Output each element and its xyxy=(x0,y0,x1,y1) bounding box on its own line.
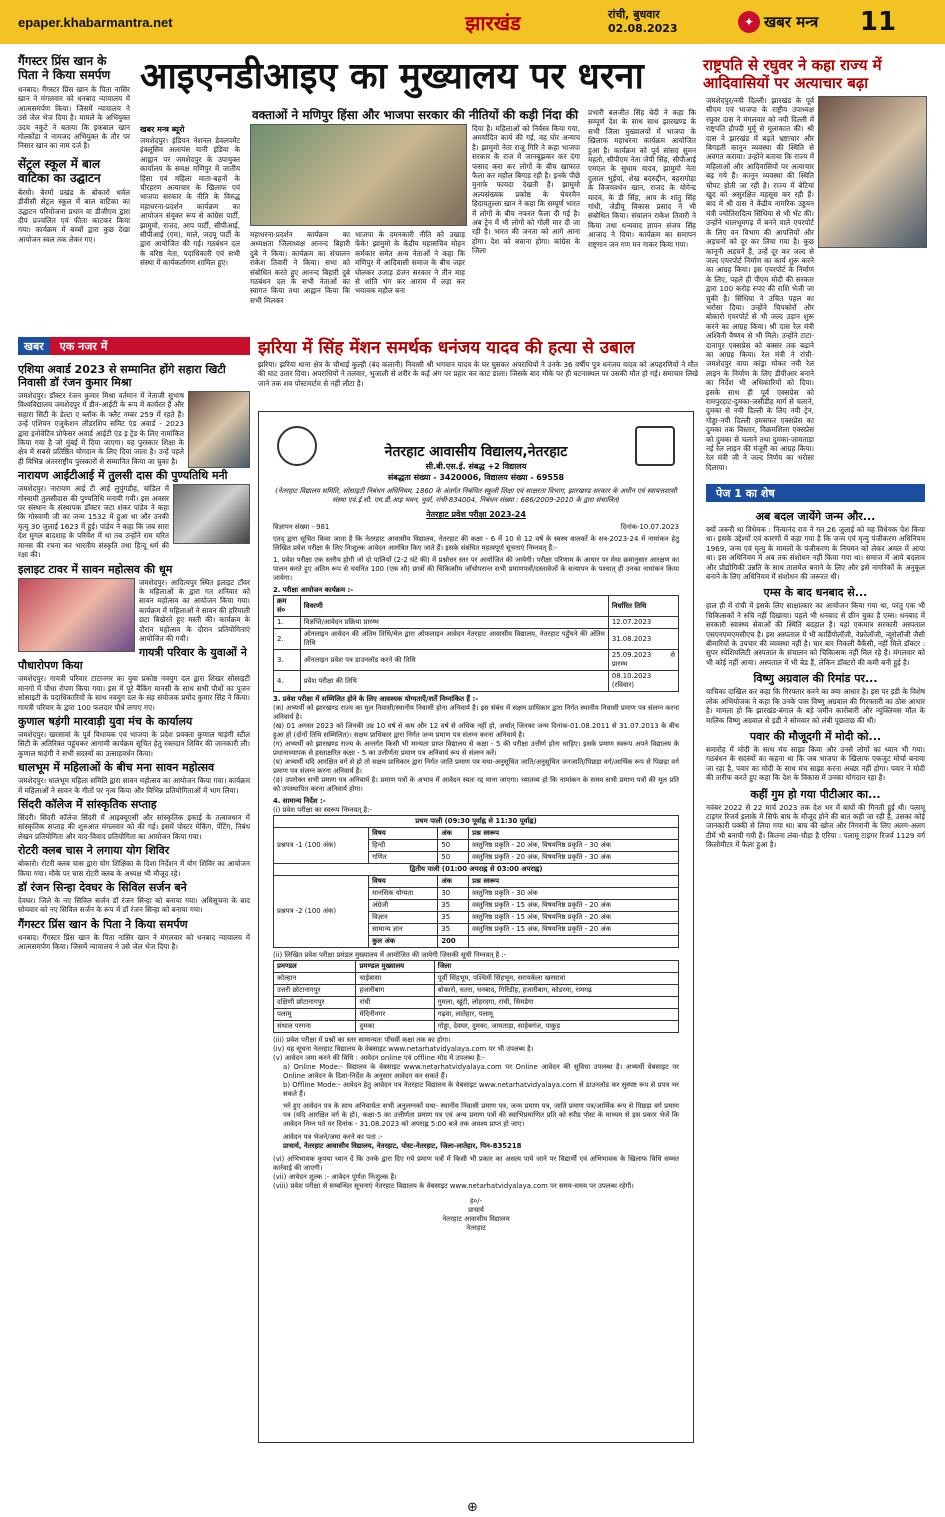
cell: 3. xyxy=(274,650,301,671)
article-column: महाधरना-प्रदर्शन कार्यक्रम का अध्यक्षता जिलाध्यक्ष आनन्द बिहारी दुबे ने किया। कार्यक्रम का संचालन राकेश तिवारी ने किया। सभा को संबोधित करते हुए आनन्द बिहारी दुबे गठबंधन दल के सभी नेताओं का स्वागत किया तथा आह्वान किया कि सभी मिलकर xyxy=(250,230,350,305)
continued-banner: पेज 1 का शेष xyxy=(706,484,925,502)
notice-para: (vi) अभिभावक कृपया ध्यान दें कि उनके द्वारा दिए गये प्रमाण पत्रों में किसी भी प्रकार का असत्य पाये जाने पर विद्यार्थी एवं अभिभावक के खिलाफ विधि सम्मत कार्रवाई की जाएगी। xyxy=(273,1155,679,1172)
notice-intro: (नेतरहाट विद्यालय समिति, सोसाइटी निबंधन अधिनियम, 1860 के अंतर्गत निबंधित स्कूली शिक्षा एवं साक्षरता विभाग, झारखण्ड सरकार के अधीन एवं स्वायत्तशासी संस्था एवं.ई.सी. एम.डी.आइ भवन, धुर्वा, रांची-834004, निबंधन संख्या : 686/2009-2010 के द्वारा संचालित) xyxy=(275,487,677,504)
brand-logo xyxy=(738,11,858,33)
table-header: प्रमण्डल xyxy=(274,961,356,973)
brief-headline: धालभूम में महिलाओं के बीच मना सावन महोत्सव xyxy=(18,761,215,775)
cell: उत्तरी छोटानागपुर xyxy=(274,985,356,997)
cell xyxy=(469,936,679,948)
table-header: अंक xyxy=(438,876,469,888)
continued-column xyxy=(706,505,925,850)
cell: 1. xyxy=(274,617,301,629)
notice-para: 2. परीक्षा आयोजन कार्यक्रम :- xyxy=(273,586,354,594)
brief-item xyxy=(18,881,250,915)
portrait-photo xyxy=(188,391,250,468)
main-subheadline: वक्ताओं ने मणिपुर हिंसा और भाजपा सरकार की नीतियों की कड़ी निंदा की xyxy=(252,108,579,122)
main-headline: आइएनडीआइए का मुख्यालय पर धरना xyxy=(140,56,644,97)
signature-place: नेतरहाट xyxy=(466,1224,486,1232)
table-row xyxy=(274,650,679,671)
brief-headline: रोटरी क्लब चास ने लगाया योग शिविर xyxy=(18,844,170,858)
logo-icon: ✦ xyxy=(738,11,760,33)
table-header: विवरणी xyxy=(300,596,608,617)
cell: कोल्हान xyxy=(274,973,356,985)
continued-text: याचिका दाखिल कर कहा कि गिरफ्तार करने का क्या आधार है। इस पर इडी के विशेष लोक अभियोजक ने कहा कि उनके पास विष्णु अग्रवाल की गिरफ्तारी का ठोस आधार है। मामला हो कि झारखंड-बंगाल के बड़े जमीन कारोबारी और न्यूक्लियस मॉल के मालिक विष्णु अग्रवाल से इडी ने सोमवार को लंबी पूछताछ की थी। xyxy=(706,687,925,725)
notice-para: (iii) प्रवेश परीक्षा में प्रश्नों का स्तर सामान्यतः पाँचवीं कक्षा तक का होगा। xyxy=(273,1036,451,1044)
dateline xyxy=(608,8,738,36)
brief-news-stack xyxy=(18,360,250,952)
exam-format-wrap xyxy=(259,815,693,948)
brief-text: धनबाद। गैंगस्टर प्रिंस खान के पिता नासिर खान ने मंगलवार को धनबाद न्यायालय में आत्मसमर्पण किया। जिसमें न्यायालय ने उसे जेल भेज दिया है। xyxy=(18,932,250,952)
exam-title: नेतरहाट प्रवेश परीक्षा 2023-24 xyxy=(426,510,526,519)
cell: विज्ञान xyxy=(369,912,438,924)
cell: 31.08.2023 xyxy=(608,629,678,650)
brief-text: सिंदरी। सिंदरी कॉलेज सिंदरी में आइक्यूएसी और सांस्कृतिक इकाई के तत्वावधान में सांस्कृतिक सप्ताह की शुरुआत मंगलवार को की गई। इसमें पोस्टर मेकिंग, पेंटिंग, निबंध लेखन प्रतियोगिता और वाद-विवाद प्रतियोगिता का आयोजन किया गया। xyxy=(18,813,250,841)
schedule-table-wrap xyxy=(259,595,693,692)
centers-table xyxy=(273,960,679,1033)
table-row xyxy=(274,671,679,692)
story-headline: सेंट्रल स्कूल में बाल वाटिका का उद्घाटन xyxy=(18,156,101,185)
continued-headline: पवार की मौजूदगी में मोदी को... xyxy=(749,729,882,743)
brief-text: जमशेदपुर। नारायण आई टी आई लुपुंगडीह, चांडिल में गोस्वामी तुलसीदास की पुण्यतिथि मनायी गयी। इस अवसर पर संस्थान के संस्थापक डॉक्टर जटा शंकर पांडेय ने कहा कि गोस्वामी जी का जन्म 1532 में हुआ था और उनकी मृत्यु 30 जुलाई 1623 में हुई। पांडेय ने कहा कि जब सारा देश मुगल बादशाह के परिवेश में था तब उन्होंने राम चरित मानस की रचना कर भारतीय संस्कृति तथा हिन्दू धर्म की रक्षा की। xyxy=(18,484,169,560)
table-row xyxy=(274,1021,679,1033)
brief-text: जमशेदपुर। गायत्री परिवार टाटानगर का युवा प्रकोष्ठ नवयुग दल द्वारा शिखर सोसाइटी मानगो में पौधा रोपण किया गया। इस में पूरे बैंकिंग मानसी के साथ सभी पौधों का पूजन सोसाइटी के पदाधिकारियों के साथ नवयुग दल के सह संयोजक प्रमोद कुमार सिंह ने किया। गायत्री परिवार के द्वारा 100 फलदार पौधे लगाए गए। xyxy=(18,674,250,712)
brief-headline: कुणाल षड़ंगी मारवाड़ी युवा मंच के कार्यालय xyxy=(18,714,193,728)
city-day: रांची, बुधवार xyxy=(608,8,660,21)
cell: हजारीबाग xyxy=(356,985,434,997)
continued-headline: कहीं गुम हो गया पीटीआर का... xyxy=(750,787,881,801)
article-column: प्रभारी बलजीत सिंह बेदी ने कहा कि सम्पूर्ण देश के साथ साथ झारखण्ड के सभी जिला मुख्यालयों में भाजपा के खिलाफ महाधरना कार्यक्रम आयोजित हुआ है। कार्यक्रम को पूर्व सांसद सुमन महतो, सीपीएम नेता जेपी सिंह, सीपीआई एमएल के सुधाम यादव, झामुमो नेता दुलाल भुईयां, शेख बदरुद्दीन, बहरागोड़ा के विजयवर्धन खान, राजद के योगेन्द्र यादव, के डी सिंह, आप के शांतु सिंह गांधी, जेडीयू विकास प्रसाद ने भी संबोधित किया। संचालन राकेश तिवारी ने किया तथा धन्यवाद ज्ञापन संजय सिंह आजाद ने दिया। कार्यक्रम का समापन राष्ट्रगान जन गण मन गाकर किया गया। xyxy=(588,108,696,249)
cell: प्रवेश परीक्षा की तिथि xyxy=(300,671,608,692)
jharia-headline: झरिया में सिंह मेंशन समर्थक धनंजय यादव की हत्या से उबाल xyxy=(258,338,635,358)
cell: वस्तुनिष्ठ प्रकृति - 15 अंक, विषयनिष्ठ प्रकृति - 20 अंक xyxy=(469,912,679,924)
table-row xyxy=(274,617,679,629)
condition: (ङ) उपरोक्त सभी प्रमाण पत्र अनिवार्य है। प्रमाण पत्रों के अभाव में आवेदन स्वतः रद्द माना जाएगा। ध्यातव्य हो कि नामांकन के समय सभी प्रमाण पत्रों की मूल प्रति को उपस्थापित करना अनिवार्य होगा। xyxy=(273,776,679,793)
signature-block xyxy=(259,1197,693,1233)
epaper-url[interactable]: epaper.khabarmantra.net xyxy=(18,14,173,30)
ek-nazar-title: एक नजर में xyxy=(59,339,108,353)
address: प्राचार्य, नेतरहाट आवासीय विद्यालय, नेतरहाट, पोस्ट-नेतरहाट, जिला-लातेहार, पिन-835218 xyxy=(283,1142,522,1150)
cell: वस्तुनिष्ठ प्रकृति - 20 अंक, विषयनिष्ठ प्रकृति - 30 अंक xyxy=(469,852,679,864)
continued-text: नवंबर 2022 से 22 मार्च 2023 तक देश भर में बाघों की गिनती हुई थी। पलामू टाइगर रिजर्व इलाके में सिर्फ बाघ के मौजूद होने की बात कही जा रही है, उसका कोई जानकारी पक्की से लिया गया था। बाघ की खोज और निगरानी के लिए अलग-अलग टीमें भी बनायी गयी हैं। कितना लंबा-चौड़ा है एरिया : पलामू टाइगर रिजर्व 1129 वर्ग किलोमीटर में फैला हुआ है। xyxy=(706,802,925,850)
cell: चाईबासा xyxy=(356,973,434,985)
cell: 30 xyxy=(438,888,469,900)
paper-label: प्रश्नपत्र -1 (100 अंक) xyxy=(274,828,369,864)
article-column-continued xyxy=(706,250,925,478)
brief-text: जमशेदपुर। आदित्यपुर स्थित इलाइट टॉवर के महिलाओं के द्वारा गत शनिवार को सावन महोत्सव का आयोजन किया गया। कार्यक्रम में महिलाओं ने सावन की हरियाली छटा बिखेरते हुए मस्ती की। कार्यक्रम के दौरान महोत्सव के दौरान प्रतियोगिताएं आयोजित की गयी। xyxy=(139,577,250,643)
cell: 50 xyxy=(438,852,469,864)
offline-mode: b) Offline Mode:- आवेदन हेतु आवेदन पत्र नेतरहाट विद्यालय के वेबसाइट www.netarhatvidyalaya.com से डाउनलोड कर सुस्पष्ट रूप से प्रपत्र भर सकते हैं। xyxy=(283,1081,679,1098)
cell: 200 xyxy=(438,936,469,948)
cell: 35 xyxy=(438,912,469,924)
story-headline: गैंगस्टर प्रिंस खान के पिता ने किया समर्पण xyxy=(18,54,111,82)
brief-headline: डॉ रंजन सिन्हा देवघर के सिविल सर्जन बने xyxy=(18,881,187,895)
condition: (ख) 01 अगस्त 2023 को जिनकी उम्र 10 वर्ष से कम और 12 वर्ष से अधिक नहीं हो, अर्थात् जिनका जन्म दिनांक-01.08.2011 से 31.07.2013 के बीच हुआ हो (दोनों तिथि सम्मिलित)। सक्षम प्राधिकार द्वारा निर्गत जन्म प्रमाण पत्र संलग्न करना अनिवार्य है। xyxy=(273,722,679,739)
page-number: 11 xyxy=(859,7,897,37)
notice-affiliation: सी.बी.एस.ई. संबद्ध +2 विद्यालय xyxy=(425,462,527,471)
notice-para: 3. प्रवेश परीक्षा में सम्मिलित होने के लिए आवश्यक योग्यताएँ/शर्तें निम्नांकित हैं :- xyxy=(273,695,479,703)
brief-item xyxy=(18,563,250,644)
centers-table-wrap xyxy=(259,960,693,1033)
byline: खबर मन्त्र ब्यूरो xyxy=(140,125,185,134)
paper-label: प्रश्नपत्र -2 (100 अंक) xyxy=(274,876,369,948)
cell: पूर्वी सिंहभूम, पश्चिमी सिंहभूम, सरायकेला खरसावां xyxy=(434,973,678,985)
table-header: अंक xyxy=(438,828,469,840)
brief-item xyxy=(18,798,250,841)
khabar-tag: खबर xyxy=(18,337,50,355)
notice-para: (iv) यह सूचना नेतरहाट विद्यालय के वेबसाइट www.netarhatvidyalaya.com पर भी उपलब्ध है। xyxy=(273,1045,534,1053)
brief-headline: सिंदरी कॉलेज में सांस्कृतिक सप्ताह xyxy=(18,798,157,811)
brief-text: जमशेदपुर। धालभूम महिला समिति द्वारा सावन महोत्सव का आयोजन किया गया। कार्यक्रम में महिलाओं ने सावन के गीतों पर नृत्य किया और विभिन्न प्रतियोगिताओं में भाग लिया। xyxy=(18,776,250,795)
cell: 35 xyxy=(438,900,469,912)
school-emblem-icon xyxy=(277,426,317,466)
notice-para: (vii) आवेदन शुल्क :- आवेदन पूर्णतः निःशुल्क है। xyxy=(273,1173,397,1181)
continued-headline: अब बदल जायेंगे जन्म और... xyxy=(755,510,876,523)
cell: 12.07.2023 xyxy=(608,617,678,629)
cell: विज्ञप्ति/आवेदन प्रक्रिया प्रारम्भ xyxy=(300,617,608,629)
continued-headline: एम्स के बाद धनबाद से... xyxy=(763,586,868,600)
table-header: जिला xyxy=(434,961,678,973)
signature-title: प्राचार्य xyxy=(468,1206,484,1214)
jharia-text: झरिया। झरिया थाना क्षेत्र के चौथाई कुल्ही (बंद कलानी) निवासी श्री भगवान यादव के घर घुसकर अपराधियों ने उनके 36 वर्षीय पुत्र धनंजय यादव को अपहरणियों ने मौत की घाट उतार दिया। अपराधियों ने तलवार, भुजाली से शरीर के कई अंग पर प्रहार कर काट डाला। जिसके बाद मौके पर ही घटनास्थल पर उसकी मौत हो गई। समाचार लिखे जाने तक शव पोस्टमार्टम से नहीं लौटा है। xyxy=(258,360,698,388)
table-row xyxy=(274,985,679,997)
table-header: प्रश्न स्वरूप xyxy=(469,876,679,888)
cell: ऑनलाइन प्रवेश पत्र डाउनलोड करने की तिथि xyxy=(300,650,608,671)
brief-item xyxy=(18,469,250,559)
cell: सामान्य ज्ञान xyxy=(369,924,438,936)
registration-mark-icon: ⊕ xyxy=(467,1500,478,1515)
signature: ह०/- xyxy=(469,1197,483,1205)
notice-affiliation-number: संबद्धता संख्या - 3420006, विद्यालय संख्या - 69558 xyxy=(387,473,565,482)
table-row xyxy=(274,973,679,985)
article-column: जमशेदपुर। इंडियन नेशनल डेवलपमेंट इंक्लूसिव अलायंस यानी इंडिया के आह्वान पर जमशेदपुर के उपायुक्त कार्यालय के समक्ष मणिपुर में जातीय हिंसा एवं महिला माता-बहनों के चीरहरण अत्याचार के खिलाफ एवं भाजपा सरकार के नीति के विरुद्ध महाधरना-प्रदर्शन कार्यक्रम का आयोजन संयुक्त रूप से कांग्रेस पार्टी, झामुमो, राजद, आप पार्टी, सीपीआई, सीपीआई (एम), माले, जदयू पार्टी के द्वारा आयोजित की गई। गठबंधन दल के वरिष्ठ नेता, पदाधिकारी एवं सभी संस्था में कार्यकर्तागण शामिल हुए। xyxy=(140,136,240,268)
brief-headline: इलाइट टावर में सावन महोत्सव की धूम xyxy=(18,562,173,576)
condition: (ग) अभ्यर्थी को झारखण्ड राज्य के अन्तर्गत किसी भी मान्यता प्राप्त विद्यालय से कक्षा - 5 की परीक्षा उत्तीर्ण होना चाहिए। इसके प्रमाण स्वरूप अपने विद्यालय के प्रधानाध्यापक से हस्ताक्षरित कक्षा - 5 का उत्तीर्णता प्रमाण पत्र अनिवार्य रूप से संलग्न करें। xyxy=(273,740,679,757)
cell: 2. xyxy=(274,629,301,650)
shift-title: प्रथम पाली (09:30 पूर्वाह्न से 11:30 पूर्वाह्न) xyxy=(274,816,679,828)
brief-headline: गायत्री परिवार के युवाओं ने पौधारोपण किया xyxy=(18,646,247,673)
cell: 08.10.2023 (रविवार) xyxy=(608,671,678,692)
exam-format-table xyxy=(273,815,679,948)
cell: 50 xyxy=(438,840,469,852)
continued-text: क्यों जरूरी था विधेयक : नित्यानंद राय ने गत 26 जुलाई को यह विधेयक पेश किया था। इसके उद्देश्यों एवं कारणों में कहा गया है कि जन्म एवं मृत्यु पंजीकरण अधिनियम 1969, जन्म एवं मृत्यु के मामलों के पंजीकरण के नियमन को लेकर अमल में आया था। इस अधिनियम में अब तक संशोधन नहीं किया गया था। समाज में आये बदलाव और प्रौद्योगिकी उन्नति के साथ तालमेल बनाने के लिए और इसे नागरिकों के अनुकूल बनाने के लिए अधिनियम में संशोधन की जरूरत थी। xyxy=(706,525,925,582)
protest-photo xyxy=(250,124,467,226)
table-header: क्रम सं० xyxy=(274,596,301,617)
brief-headline: नारायण आईटीआई में तुलसी दास की पुण्यतिथि मनी xyxy=(18,469,228,483)
online-mode: a) Online Mode:- विद्यालय के वेबसाइट www.netarhatvidyalaya.com पर Online आवेदन की सुविधा उपलब्ध है। अभ्यर्थी वेबसाइट पर Online आवेदन के दिशा-निर्देश के अनुसार आवेदन कर सकते हैं। xyxy=(283,1063,679,1080)
signature-org: नेतरहाट आवासीय विद्यालय xyxy=(442,1215,510,1223)
continued-headline: विष्णु अग्रवाल की रिमांड पर... xyxy=(753,672,878,686)
table-header: प्रमण्डल मुख्यालय xyxy=(356,961,434,973)
notice-para: एतद् द्वारा सूचित किया जाता है कि नेतरहाट आवासीय विद्यालय, नेतरहाट की कक्षा - 6 में 10 से 12 वर्ष के स्वस्थ बालकों के सत्र-2023-24 में नामांकन हेतु लिखित प्रवेश परीक्षा के लिए निःशुल्क आवेदन आमंत्रित किए जाते हैं। इसके संबंधित महत्वपूर्ण सूचनाएं निम्नवत् हैं:- xyxy=(273,535,679,552)
brief-item xyxy=(18,715,250,758)
cell: गढ़वा, लातेहार, पलामू xyxy=(434,1009,678,1021)
cell: मेदिनीनगर xyxy=(356,1009,434,1021)
notice-para: 4. सामान्य निर्देश :- xyxy=(273,797,326,805)
cell: वस्तुनिष्ठ प्रकृति - 15 अंक, विषयनिष्ठ प्रकृति - 20 अंक xyxy=(469,924,679,936)
cell: संथाल परगना xyxy=(274,1021,356,1033)
masthead xyxy=(0,0,945,44)
cell: वस्तुनिष्ठ प्रकृति - 30 अंक xyxy=(469,888,679,900)
table-header: निर्धारित तिथि xyxy=(608,596,678,617)
brief-text: बोकारो। रोटरी क्लब चास द्वारा योग शिक्षिका के दिशा निर्देशन में योग शिविर का आयोजन किया गया। मौके पर चास रोटरी क्लब के अध्यक्ष भी मौजूद रहे। xyxy=(18,859,250,878)
brief-item xyxy=(18,761,250,795)
cell: गोड्डा, देवघर, दुमका, जामताड़ा, साहेबगंज, पाकुड़ xyxy=(434,1021,678,1033)
notice-para: (viii) प्रवेश परीक्षा से सम्बन्धित सूचनाएं नेतरहाट विद्यालय के वेबसाइट www.netarhatvidyalaya.com पर समय-समय पर उपलब्ध रहेगी। xyxy=(273,1182,634,1190)
continued-text: समारोह में मोदी के साथ मंच साझा किया और उनसे लोगों का ध्यान भी गया। गठबंधन के सदस्यों का कहना था कि जब भाजपा के खिलाफ एकजुट मोर्चा बनाया जा रहा है, पवार का मोदी के साथ मंच साझा करना अच्छा नहीं होगा। पवार ने मोदी की तारीफ करते हुए कहा कि देश के विकास में उनका योगदान रहा है। xyxy=(706,744,925,783)
logo-text: खबर मन्त्र xyxy=(764,13,819,31)
ek-nazar-banner xyxy=(18,337,250,355)
article-column: जमशेदपुर/नयी दिल्ली। झारखंड के पूर्व सीएम एवं भाजपा के राष्ट्रीय उपाध्यक्ष रघुवर दास ने मंगलवार को नयी दिल्ली में राष्ट्रपति द्रौपदी मुर्मू से मुलाकात की। श्री दास ने झारखंड में बढ़ते भ्रष्टाचार और बिगड़ती कानून व्यवस्था की स्थिति से अवगत कराया। उन्होंने बताया कि राज्य में महिलाओं और आदिवासियों पर अत्याचार बढ़ गये हैं। कानून व्यवस्था की स्थिति चौपट होती जा रही है। राज्य में बेटियां खुद को असुरक्षित महसूस कर रही हैं। बाद में श्री दास ने केंद्रीय नागरिक उड्डयन मंत्री ज्योतिरादित्य सिंधिया से भी भेंट की। उन्होंने धालभूमगढ़ में बनने वाले एयरपोर्ट के लिए वन विभाग की आपत्तियों और अड़चनों को दूर कर लिया गया है। कुछ कानूनी अड़चनें हैं, उन्हें दूर कर जल्द से जल्द एयरपोर्ट निर्माण का कार्य शुरू करने का आग्रह किया। इस एयरपोर्ट के निर्माण के लिए, पहले ही पीएम मोदी की सरकार द्वारा 100 करोड़ रुपए की राशि भेजी जा चुकी है। सिंधिया ने उचित पहल का भरोसा दिया। उन्होंने चिपकोरों और बोकारो एयरपोर्ट से भी जल्द उड़ान शुरू करने का आग्रह किया। श्री दास रेल मंत्री अश्विनी वैष्णव से भी मिले। उन्होंने टाटा-दानापुर एक्सप्रेस को बक्सर तक बढ़ाने का आग्रह किया। रेल मंत्री ने रांची-जमशेदपुर वाया कांड्रा मोकर नयी रेल लाइन के निर्माण के लिए डीपीआर बनाने का निर्देश भी अधिकारियों को दिया। इसके साथ ही पूर्व एक्सप्रेस को रामपुरहाट-दुमका-जसीडीह मार्ग से चलाने, दुमका से नयी दिल्ली के लिए नयी ट्रेन, गोड्डा-नयी दिल्ली हमसफर एक्सप्रेस का दुमका तक विस्तार, विक्रमशिला एक्सप्रेस को दुमका से चलाने तथा दुमका-जामताड़ा नई रेल लाइन की मंजूरी का आग्रह किया। रेल मंत्री जी ने जल्द निर्णय का भरोसा दिलाया। xyxy=(706,96,814,472)
cell: दुमका xyxy=(356,1021,434,1033)
issue-date: 02.08.2023 xyxy=(608,22,678,35)
brief-headline: गैंगस्टर प्रिंस खान के पिता ने किया समर्पण xyxy=(18,917,188,931)
brief-text: जमशेदपुर। खरसावां के पूर्व विधायक एवं भाजपा के प्रदेश प्रवक्ता कुणाल षाड़ंगी स्टील सिटी के अतिरिक्त पहुंचकर आगामी कार्यक्रम सूचित हेतु रक्तदान शिविर की जानकारी ली। कुणाल षाड़ंगी ने सभी सदस्यों का उत्साहवर्धन किया। xyxy=(18,729,250,758)
cell: कुल अंक xyxy=(369,936,438,948)
cell: 35 xyxy=(438,924,469,936)
left-news-column xyxy=(18,52,130,244)
cell: वस्तुनिष्ठ प्रकृति - 15 अंक, विषयनिष्ठ प्रकृति - 20 अंक xyxy=(469,900,679,912)
president-meeting-photo xyxy=(818,96,927,248)
cell: अंग्रेजी xyxy=(369,900,438,912)
article-column: दिया है। महिलाओं को निर्वस्त्र किया गया, अमर्यादित कार्य की गई, वह घोर अन्याय है। झामुमो नेता राजू गिरि ने कहा भाजपा सरकार के राज में जानबूझकर कर दंगा फसाद करा कर लोगों के बीच खाफात फैला कर महौल बिगाड़ रही है। इनके पीछे मुनाफे फायदा देखती है। झामुमो अल्पसंख्यक प्रकोष्ठ के चेयरमैन हिदायतुल्ला खान ने कहा कि सम्पूर्ण भारत में लोगों के बीच नफरत फैला दी गई है। अब ट्रेन में भी लोगों को गोली मार दी जा रही है। भारत की जनता को आगे आना होगा। देश को बचाना होगा। कांग्रेस के जिला xyxy=(472,124,580,256)
table-header: विषय xyxy=(369,876,438,888)
notice-para: (v) आवेदन जमा करने की विधि : आवेदन online एवं offline मोड में उपलब्ध है:- xyxy=(273,1054,485,1062)
table-header: प्रश्न स्वरूप xyxy=(469,828,679,840)
notice-para: (ii) लिखित प्रवेश परीक्षा प्रमंडल मुख्यालय में आयोजित की जायेगी जिसकी सूची निम्नवत् है :- xyxy=(273,951,507,959)
shift-title: द्वितीय पाली (01:00 अपराह्न से 03:00 अपराह्न) xyxy=(274,864,679,876)
schedule-table xyxy=(273,595,679,692)
brief-item xyxy=(18,363,250,466)
table-row xyxy=(274,629,679,650)
brief-item xyxy=(18,918,250,952)
brief-item xyxy=(18,646,250,712)
continued-text: हाल ही में रांची में इसके लिए साक्षात्कार का आयोजन किया गया था, परंतु एक भी चिकित्सकों ने रुचि नहीं दिखाया। पहले भी धनबाद से छीन चुका है एम्स। धनबाद में सरकारी स्वास्थ्य सेवाओं की स्थिति बदहाल है। यहां एकमात्र सरकारी अस्पताल एसएनएमएमसीएच है। इस अस्पताल में भी कार्डियोलॉजी, नेफ्रोलॉजी, न्यूरोलॉजी जैसी बीमारियों के उपचार की व्यवस्था नहीं है। चार बार निकली वैकेंसी, नहीं मिले डॉक्टर : सुपर स्पेशियलिटी अस्पताल के संचालन को चिकित्सक नहीं मिल रहे हैं। मंगलवार को भी कोई नहीं आया। अस्पताल में भी बेड हैं, लेकिन डॉक्टरों की कमी बनी हुई है। xyxy=(706,601,925,667)
story-text: बेरमो। बेरमो प्रखंड के बोकारो थर्मल डीवीसी सेंट्रल स्कूल में बाल वाटिका का उद्घाटन परियोजना प्रधान वा डीजीएम द्वारा दीप प्रज्वलित एवं फीता काटकर किया गया। कार्यक्रम में बच्चों द्वारा कुछ देखा आयोजन स्वल तक लेकर गए। xyxy=(18,187,130,244)
cell: रांची xyxy=(356,997,434,1009)
event-photo xyxy=(173,484,250,544)
cell: मानसिक योग्यता xyxy=(369,888,438,900)
condition: (घ) अभ्यर्थी यदि आरक्षित वर्ग से हो तो सक्षम प्राधिकार द्वारा निर्गत जाति प्रमाण पत्र यथा-अनुसूचित जाति/अनुसूचित जनजाति/पिछड़ा वर्ग/आर्थिक रूप से पिछड़ा वर्ग प्रमाण पत्र संलग्न करना अनिवार्य है। xyxy=(273,758,679,775)
notice-para: 1. प्रवेश परीक्षा एक स्तरीय होगी जो दो पालियों (2-2 घंटे की) में प्रश्नोत्तर स्तर पर आयोजित की जायेगी। परीक्षा परिणाम के आधार पर मेधा क्रमानुसार आरक्षण का पालन करते हुए अंतिम रूप से चयनित 100 (एक सौ) छात्रों की चिकित्सीय जाँचोपरान्त सभी प्रमाणपत्रों/दस्तावेजों के सत्यापन के पश्चात् ही उनका नामांकन किया जायेगा। xyxy=(273,556,679,582)
table-row xyxy=(274,1009,679,1021)
right-headline: राष्ट्रपति से रघुवर ने कहा राज्य में आदिवासियों पर अत्याचार बढ़ा xyxy=(703,56,882,92)
cell: गणित xyxy=(369,852,438,864)
sawan-photo xyxy=(18,578,135,652)
school-logo-icon xyxy=(635,426,675,466)
brief-text: जमशेदपुर। डॉक्टर रंजन कुमार मिश्रा वर्तमान में नेताजी सुभाष विश्वविद्यालय जमशेदपुर में डीन-आईटी के रूप में कार्यरत हैं और सहारा सिटी के डेल्टा ए ब्लॉक के फ्लैट नम्बर 259 में रहते हैं। उन्हें एशियन एजुकेशन लीडरशिप समिट एंड अवार्ड - 2023 द्वारा इनोवेटिव प्रोफेसर अवार्ड आईटी एंड इ ट्रेड के लिए नामांकित किया गया है जो मुंबई में दिया जाएगा। यह पुरस्कार शिक्षा के क्षेत्र में सबसे प्रतिष्ठित योगदान के लिए दिया जाता है। उन्हें पहले ही विभिन्न अंतरराष्ट्रीय पुरस्कारों से सम्मानित किया जा चुका है। xyxy=(18,391,184,466)
cell: 25.09.2023 से प्रारम्भ xyxy=(608,650,678,671)
address-label: आवेदन पत्र भेजने/जमा करने का पता :- xyxy=(283,1133,383,1141)
brief-item xyxy=(18,844,250,878)
article-column: भाजपा के दमनकारी नीति को उखाड़ फेंके! झामुमो के केंद्रीय महासचिव मोहन कर्मकार समेत अन्य नेताओं ने कहा कि मणिपुर में आदिवासी समाज के बीच जहर घोलकर उजाड़ डंजन सरकार ने तीन माह से शांति भंग कर आराम में लड़ा कर भयावक महौल बना xyxy=(355,230,465,296)
table-header: विषय xyxy=(369,828,438,840)
ad-number: विज्ञापन संख्या - 981 xyxy=(273,523,330,531)
page-footer xyxy=(0,1498,945,1517)
cell: पलामू xyxy=(274,1009,356,1021)
condition: (क) अभ्यर्थी को झारखण्ड राज्य का मूल निवासी/स्थानीय निवासी होना अनिवार्य है। इस संबंध में सक्षम प्राधिकार द्वारा निर्गत स्थानीय निवासी प्रमाण पत्र संलग्न करना अनिवार्य है। xyxy=(273,704,679,721)
table-row xyxy=(274,997,679,1009)
notice-title: नेतरहाट आवासीय विद्यालय,नेतरहाट xyxy=(384,444,568,460)
brief-headline: एशिया अवार्ड 2023 से सम्मानित होंगे सहारा खिटी निवासी डॉ रंजन कुमार मिश्रा xyxy=(18,363,226,389)
ad-meta xyxy=(259,523,693,532)
notice-para: भरे हुए आवेदन पत्र के साथ अनिवार्यतः सभी अनुलग्नकों यथा- स्थानीय निवासी प्रमाण पत्र, जन्म प्रमाण पत्र, जाति प्रमाण पत्र/आर्थिक रूप से पिछड़ा वर्ग प्रमाण पत्र (यदि आरक्षित वर्ग के हो), कक्षा-5 का उत्तीर्णता प्रमाण पत्र एवं अन्य प्रमाण पत्रों की स्वाभिप्रमाणित प्रति को स्पीड पोस्ट के माध्यम से इस प्रकार भेजें कि आवेदन निम्न पते पर दिनांक - 31.08.2023 को अपराह्न 5:00 बजे तक अवश्य प्राप्त हो जाए। xyxy=(283,1102,679,1128)
cell: ऑनलाइन आवेदन की अंतिम तिथि/मेल द्वारा ऑफलाइन आवेदन नेतरहाट आवासीय विद्यालय, नेतरहाट पहुँचने की अंतिम तिथि xyxy=(300,629,608,650)
netarhat-advertisement xyxy=(258,411,694,1443)
section-title: झारखंड xyxy=(465,10,521,35)
cell: दक्षिणी छोटानागपुर xyxy=(274,997,356,1009)
ad-date: दिनांक-10.07.2023 xyxy=(620,523,679,531)
cell: वस्तुनिष्ठ प्रकृति - 20 अंक, विषयनिष्ठ प्रकृति - 30 अंक xyxy=(469,840,679,852)
cell: बोकारो, चतरा, धनबाद, गिरिडीह, हजारीबाग, कोडरमा, रामगढ़ xyxy=(434,985,678,997)
story-text: धनबाद। गैंगस्टर प्रिंस खान के पिता नासिर खान ने मंगलवार को धनबाद न्यायालय में आत्मसमर्पण किया। जिसमें न्यायालय ने उसे जेल भेज दिया है। मामले के अभियुक्त उदय नकुटे ने बताया कि इकबाल खान गोल्कोंडा ने नामजद अभियुक्त के तौर पर निसार खान का नाम दर्ज है। xyxy=(18,85,130,151)
notice-para: (i) प्रवेश परीक्षा का स्वरूप निम्नवत् है:- xyxy=(273,806,372,814)
brief-text: देवघर। जिले के नए सिविल सर्जन डॉ रंजन सिन्हा को बनाया गया। अधिसूचना के बाद सोमवार को नए सिविल सर्जन के रूप में डॉ रंजन सिन्हा को बनाया गया। xyxy=(18,896,250,915)
cell: 4. xyxy=(274,671,301,692)
cell: गुमला, खूंटी, लोहरदगा, रांची, सिमडेगा xyxy=(434,997,678,1009)
cell: हिन्दी xyxy=(369,840,438,852)
